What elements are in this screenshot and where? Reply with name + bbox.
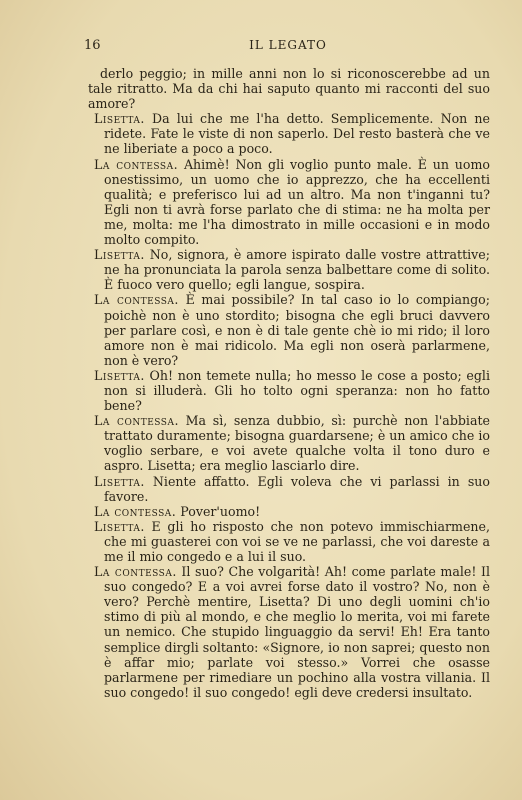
paragraph-text: Ahimè! Non gli voglio punto male. È un uomo onestissimo, un uomo che io apprezzo, che ha eccellenti qualità; e preferisco lui ad un altro. Ma non t'inganni tu? Egli non ti avrà forse parlato che di stima: ne ha molta per me, molta: me l'ha dimostrato in mille occasioni e in modo molto compito. — [104, 156, 490, 248]
paragraph-text: Niente affatto. Egli voleva che vi parlassi in suo favore. — [104, 473, 490, 504]
speaker-name: La contessa. — [94, 503, 177, 519]
paragraph-text: Il suo? Che volgarità! Ah! come parlate male! Il suo congedo? E a voi avrei forse dato il vostro? No, non è vero? Perchè mentire, Lisetta? Di uno degli uomini ch'io stimo di più al mondo, e che meglio lo merita, voi mi farete un nemico. Che stupido linguaggio da servi! Eh! Era tanto semplice dirgli soltanto: «Signore, io non saprei; questo non è affar mio; parlate voi stesso.» Vorrei che osasse parlarmene per rimediare un pochino alla vostra villania. Il suo congedo! il suo congedo! egli deve credersi insultato. — [104, 564, 490, 700]
paragraph-text: No, signora, è amore ispirato dalle vostre attrattive; ne ha pronunciata la parola senza balbettare come di solito. È fuoco vero quello; egli langue, sospira. — [104, 247, 490, 293]
dialogue-paragraph — [88, 413, 490, 473]
dialogue-paragraph — [88, 519, 490, 564]
dialogue-paragraph — [88, 111, 490, 156]
paragraph — [88, 66, 490, 111]
paragraph-text: derlo peggio; in mille anni non lo si riconoscerebbe ad un tale ritratto. Ma da chi hai saputo quanto mi racconti del suo amore? — [88, 66, 490, 112]
speaker-name: Lisetta. — [94, 367, 145, 383]
running-title: IL LEGATO — [249, 38, 327, 52]
page-number: 16 — [84, 38, 101, 53]
paragraph-text: E gli ho risposto che non potevo immischiarmene, che mi guasterei con voi se ve ne parlassi, che voi dareste a me il mio congedo e a lui il suo. — [104, 518, 490, 564]
dialogue-paragraph — [88, 564, 490, 700]
body-text — [88, 66, 490, 700]
paragraph-text: Ma sì, senza dubbio, sì: purchè non l'abbiate trattato duramente; bisogna guardarsene; è un amico che io voglio serbare, e voi avete qualche volta il tono duro e aspro. Lisetta; era meglio lasciarlo dire. — [104, 413, 490, 474]
dialogue-paragraph — [88, 292, 490, 367]
speaker-name: Lisetta. — [94, 473, 145, 489]
paragraph-text: Pover'uomo! — [180, 503, 261, 519]
speaker-name: La contessa. — [94, 564, 177, 580]
speaker-name: La contessa. — [94, 292, 179, 308]
speaker-name: La contessa. — [94, 156, 179, 172]
page-header — [84, 38, 492, 58]
paragraph-text: Oh! non temete nulla; ho messo le cose a posto; egli non si illuderà. Gli ho tolto ogni speranza: non ho fatto bene? — [104, 367, 490, 414]
dialogue-paragraph — [88, 368, 490, 413]
speaker-name: Lisetta. — [94, 518, 145, 534]
dialogue-paragraph — [88, 474, 490, 504]
dialogue-paragraph — [88, 504, 490, 519]
paragraph-text: È mai possibile? In tal caso io lo compiango; poichè non è uno stordito; bisogna che egli bruci davvero per parlare così, e non è di tale gente chè io mi rido; il loro amore non è mai ridicolo. Ma egli non oserà parlarmene, non è vero? — [104, 292, 490, 368]
speaker-name: La contessa. — [94, 413, 179, 429]
speaker-name: Lisetta. — [94, 111, 145, 127]
speaker-name: Lisetta. — [94, 247, 145, 263]
paragraph-text: Da lui che me l'ha detto. Semplicemente. Non ne ridete. Fate le viste di non saperlo. Del resto basterà che ve ne liberiate a poco a poco. — [104, 111, 490, 157]
dialogue-paragraph — [88, 157, 490, 248]
dialogue-paragraph — [88, 247, 490, 292]
